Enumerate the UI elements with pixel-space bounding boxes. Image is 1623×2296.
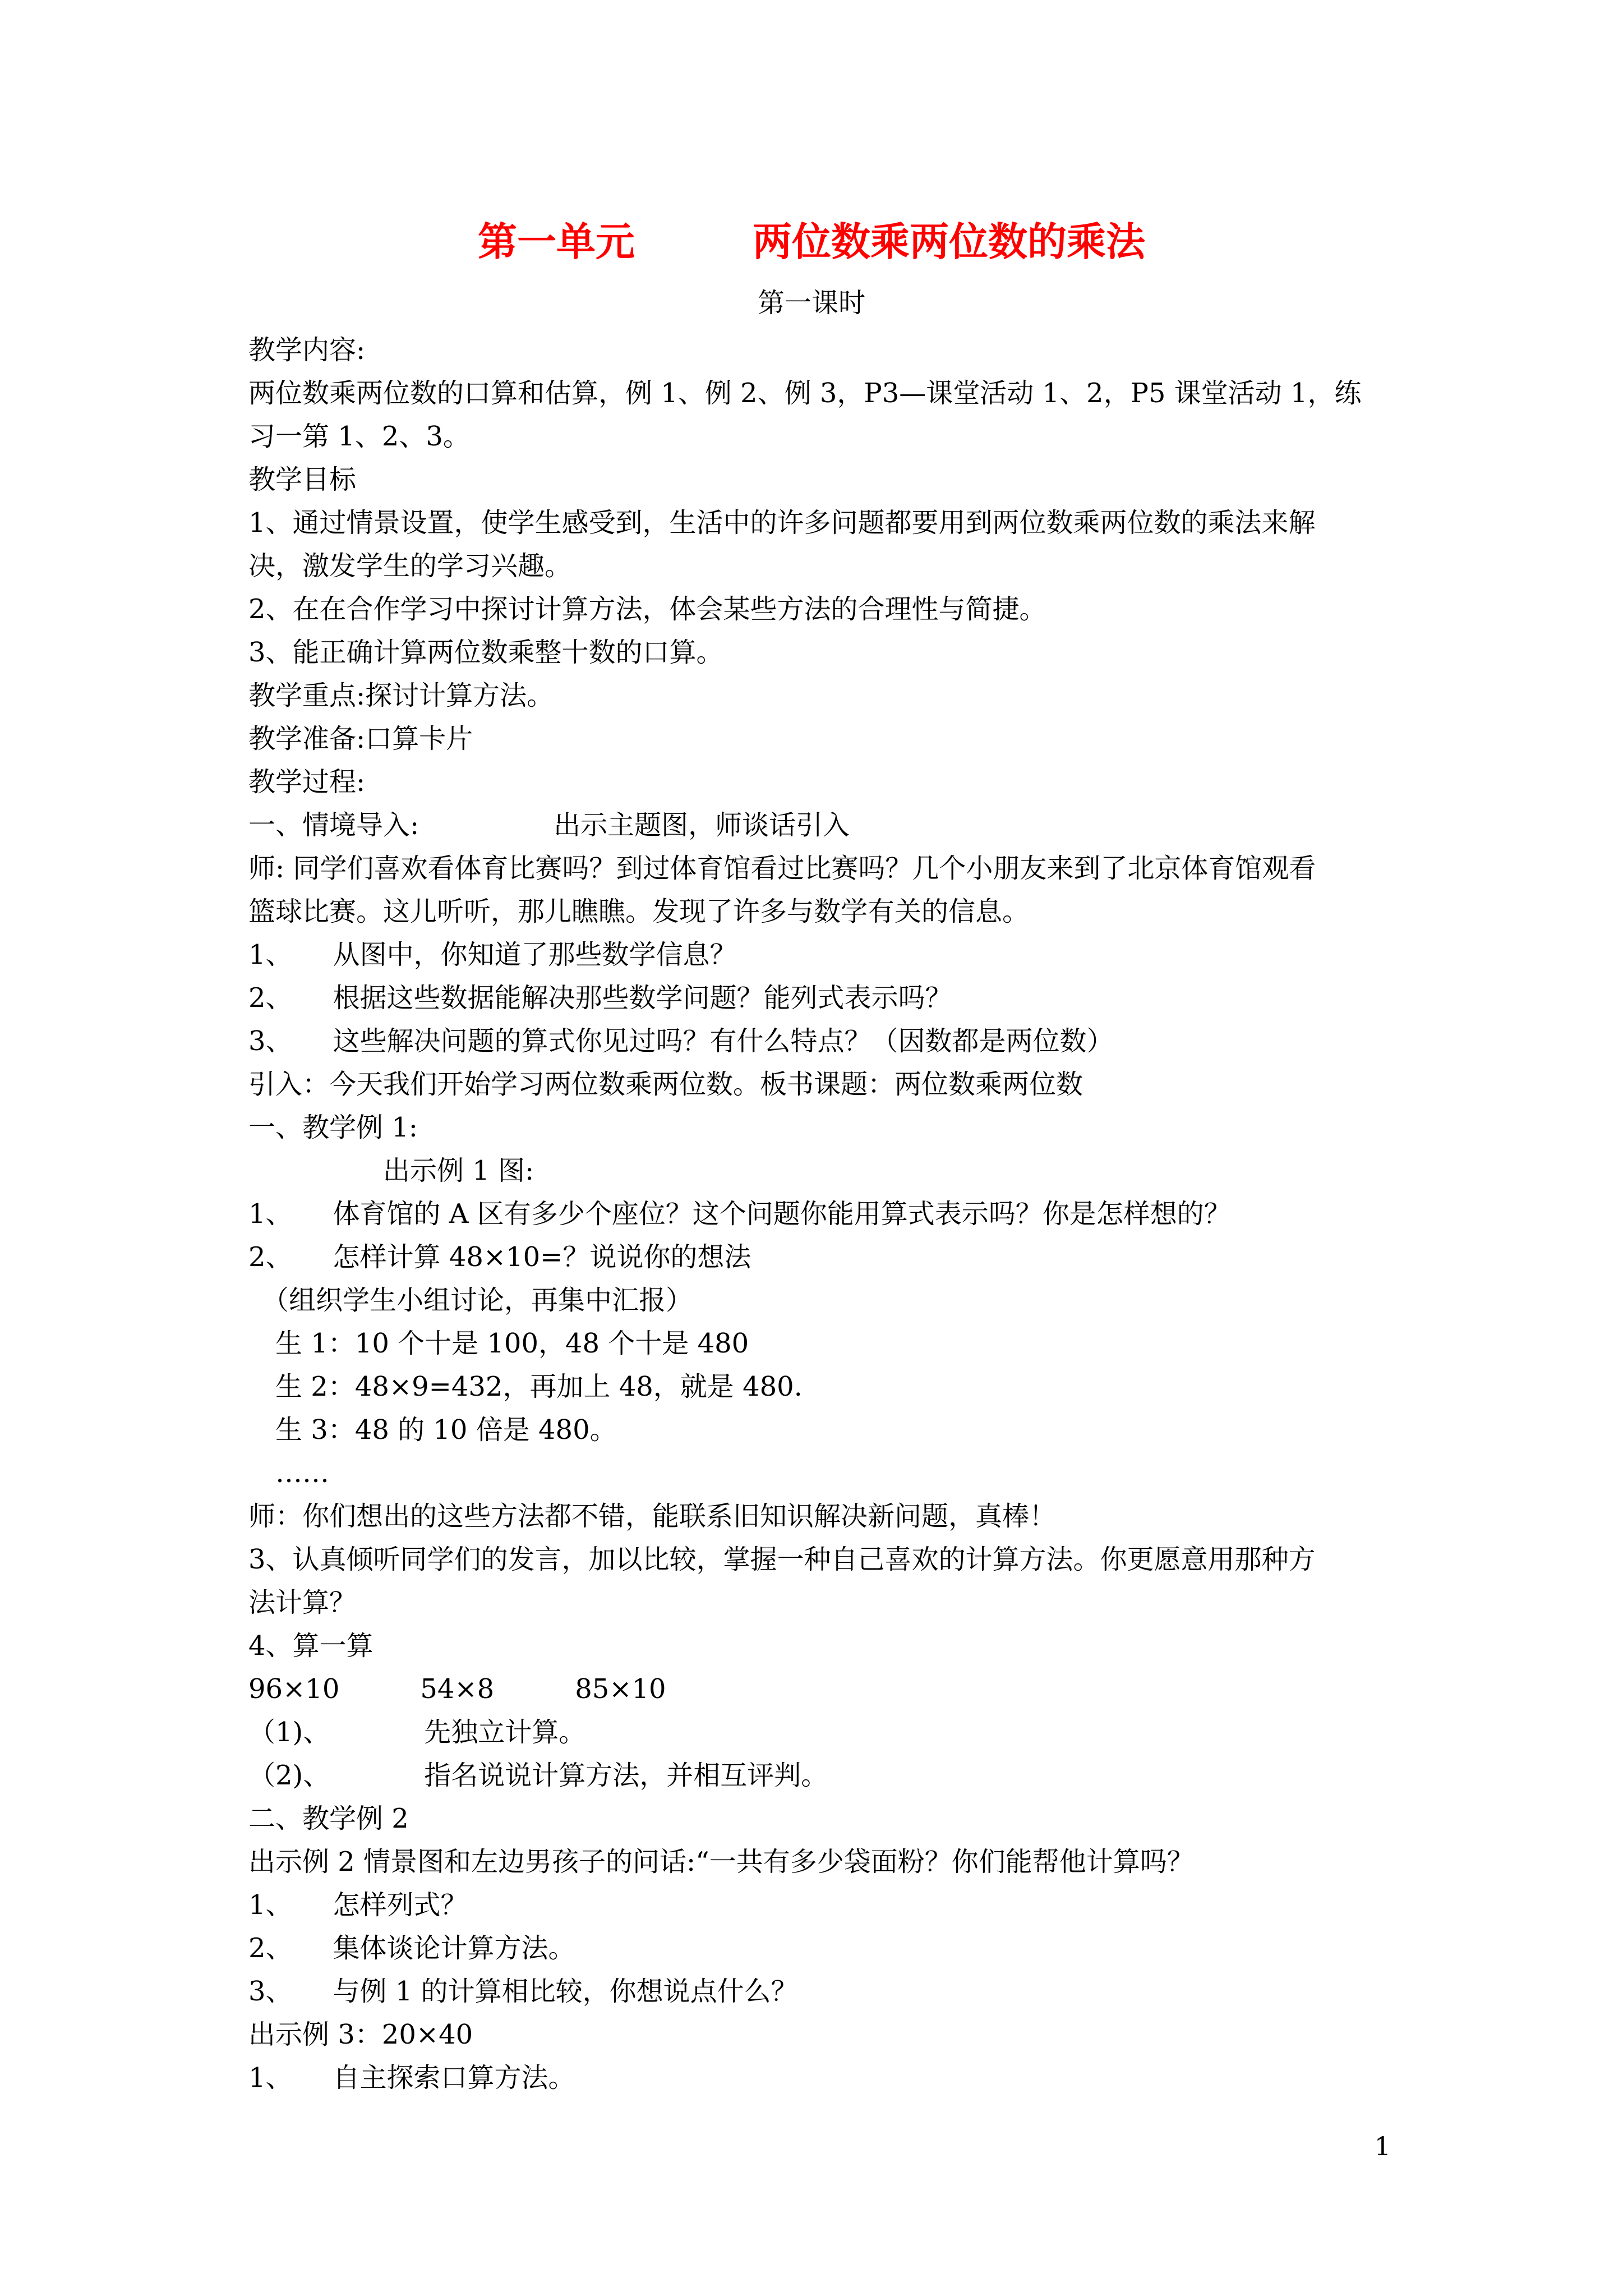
text-line: 决，激发学生的学习兴趣。 bbox=[248, 550, 572, 582]
text-line: 生 3：48 的 10 倍是 480。 bbox=[248, 1414, 617, 1446]
text-line: 4、算一算 bbox=[248, 1630, 374, 1662]
text-line: 1、通过情景设置，使学生感受到，生活中的许多问题都要用到两位数乘两位数的乘法来解 bbox=[248, 507, 1316, 539]
text-line: 2、 集体谈论计算方法。 bbox=[248, 1932, 575, 1964]
text-line: 1、 从图中，你知道了那些数学信息？ bbox=[248, 939, 737, 970]
text-line: 1、 体育馆的 A 区有多少个座位？这个问题你能用算式表示吗？你是怎样想的？ bbox=[248, 1198, 1231, 1230]
text-line: 一、教学例 1: bbox=[248, 1112, 418, 1143]
text-line: 3、能正确计算两位数乘整十数的口算。 bbox=[248, 637, 723, 668]
text-line: 习一第 1、2、3。 bbox=[248, 421, 470, 452]
text-line: 出示例 1 图: bbox=[248, 1155, 534, 1186]
text-line: 2、 根据这些数据能解决那些数学问题？能列式表示吗？ bbox=[248, 982, 952, 1014]
page-number: 1 bbox=[1374, 2131, 1391, 2161]
text-line: 教学过程: bbox=[248, 766, 366, 798]
text-line: 2、在在合作学习中探讨计算方法，体会某些方法的合理性与简捷。 bbox=[248, 593, 1046, 625]
text-line: 出示例 3：20×40 bbox=[248, 2019, 473, 2050]
text-line: 3、认真倾听同学们的发言，加以比较，掌握一种自己喜欢的计算方法。你更愿意用那种方 bbox=[248, 1544, 1316, 1575]
text-line: 师：你们想出的这些方法都不错，能联系旧知识解决新问题，真棒！ bbox=[248, 1501, 1057, 1532]
text-line: 96×10 54×8 85×10 bbox=[248, 1673, 666, 1705]
text-line: 教学重点:探讨计算方法。 bbox=[248, 680, 554, 711]
text-line: 1、 怎样列式？ bbox=[248, 1889, 468, 1921]
text-line: 教学目标 bbox=[248, 464, 357, 495]
text-line: 生 1：10 个十是 100，48 个十是 480 bbox=[248, 1328, 749, 1359]
document-subtitle: 第一课时 bbox=[757, 287, 865, 319]
text-line: 师: 同学们喜欢看体育比赛吗？到过体育馆看过比赛吗？几个小朋友来到了北京体育馆观看 bbox=[248, 853, 1316, 884]
text-line: 3、 与例 1 的计算相比较，你想说点什么？ bbox=[248, 1976, 798, 2007]
text-line: 教学准备:口算卡片 bbox=[248, 723, 473, 754]
text-line: （1)、 先独立计算。 bbox=[248, 1717, 586, 1748]
text-line: 一、情境导入: 出示主题图，师谈话引入 bbox=[248, 809, 850, 841]
text-line: 教学内容: bbox=[248, 334, 366, 366]
text-line: （组织学生小组讨论，再集中汇报） bbox=[248, 1285, 693, 1316]
document-body bbox=[248, 329, 1395, 2100]
text-line: 1、 自主探索口算方法。 bbox=[248, 2062, 575, 2093]
text-line: 篮球比赛。这儿听听，那儿瞧瞧。发现了许多与数学有关的信息。 bbox=[248, 896, 1030, 927]
text-line: …… bbox=[248, 1457, 330, 1489]
text-line: 出示例 2 情景图和左边男孩子的问话:“一共有多少袋面粉？你们能帮他计算吗？ bbox=[248, 1846, 1194, 1878]
text-line: 法计算？ bbox=[248, 1587, 357, 1618]
text-line: 3、 这些解决问题的算式你见过吗？有什么特点？（因数都是两位数） bbox=[248, 1025, 1114, 1057]
text-line: 引入：今天我们开始学习两位数乘两位数。板书课题：两位数乘两位数 bbox=[248, 1069, 1083, 1100]
text-line: 二、教学例 2 bbox=[248, 1803, 409, 1834]
text-line: （2)、 指名说说计算方法，并相互评判。 bbox=[248, 1760, 828, 1791]
text-line: 2、 怎样计算 48×10=？说说你的想法 bbox=[248, 1241, 751, 1273]
text-line: 两位数乘两位数的口算和估算，例 1、例 2、例 3，P3—课堂活动 1、2，P5 课堂活动 1，练 bbox=[248, 378, 1362, 409]
document-title: 第一单元 两位数乘两位数的乘法 bbox=[478, 218, 1145, 265]
text-line: 生 2：48×9=432，再加上 48，就是 480. bbox=[248, 1371, 803, 1402]
